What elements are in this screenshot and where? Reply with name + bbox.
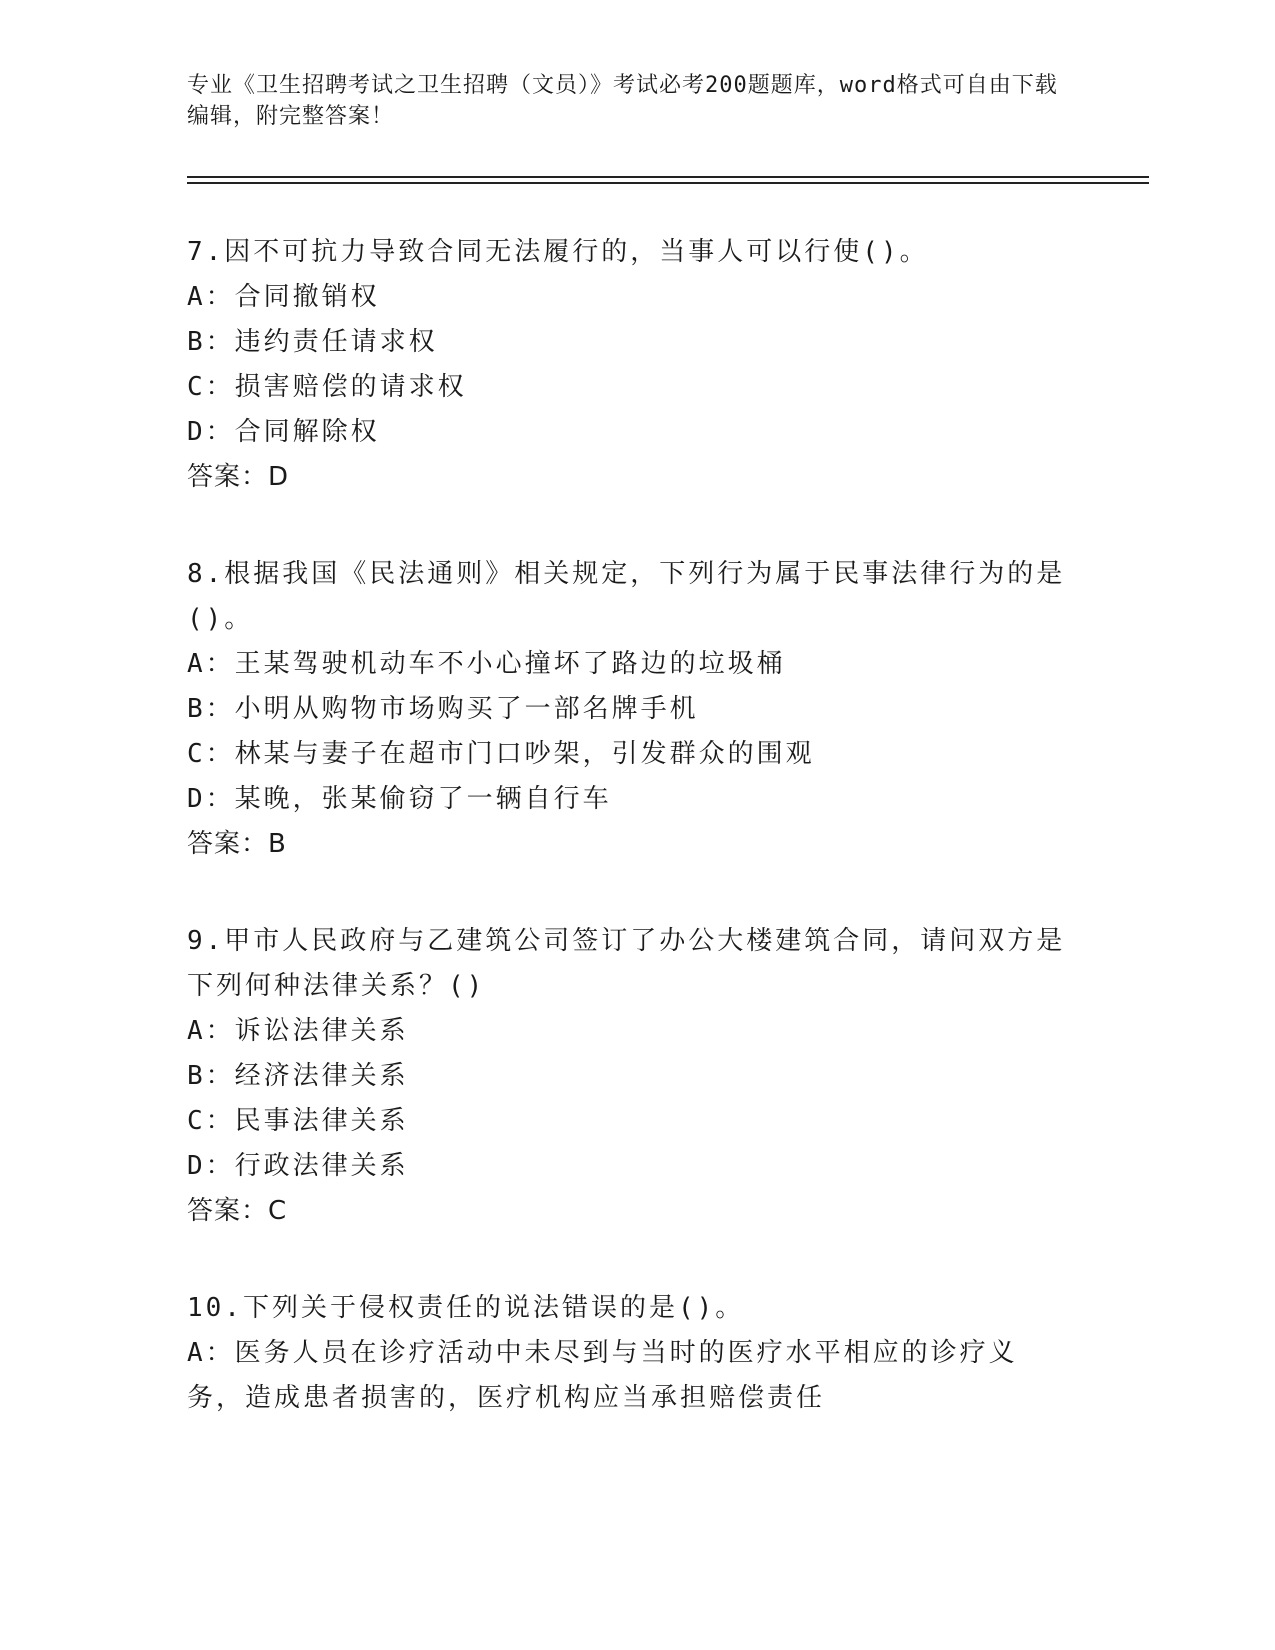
option-c: C：林某与妻子在超市门口吵架，引发群众的围观 [187, 739, 815, 769]
option-d: D：合同解除权 [187, 417, 380, 447]
header-divider-top [187, 176, 1149, 178]
option-d: D：某晚，张某偷窃了一辆自行车 [187, 784, 612, 814]
answer-line: 答案：C [187, 1196, 288, 1226]
document-header: 专业《卫生招聘考试之卫生招聘（文员）》考试必考200题题库，word格式可自由下载编辑，附完整答案！ [187, 73, 1058, 129]
question-item [187, 230, 1067, 500]
question-item [187, 919, 1067, 1234]
question-item [187, 552, 1067, 867]
option-a: A：医务人员在诊疗活动中未尽到与当时的医疗水平相应的诊疗义务，造成患者损害的，医疗机构应当承担赔偿责任 [187, 1338, 1018, 1413]
answer-line: 答案：D [187, 462, 290, 492]
question-item [187, 1286, 1067, 1421]
option-b: B：小明从购物市场购买了一部名牌手机 [187, 694, 699, 724]
option-c: C：民事法律关系 [187, 1106, 409, 1136]
option-b: B：违约责任请求权 [187, 327, 438, 357]
question-stem: 8.根据我国《民法通则》相关规定，下列行为属于民事法律行为的是()。 [187, 559, 1066, 634]
question-stem: 9.甲市人民政府与乙建筑公司签订了办公大楼建筑合同，请问双方是下列何种法律关系？() [187, 926, 1066, 1001]
question-list [187, 230, 1067, 1473]
question-stem: 10.下列关于侵权责任的说法错误的是()。 [187, 1293, 745, 1323]
option-a: A：合同撤销权 [187, 282, 380, 312]
option-a: A：诉讼法律关系 [187, 1016, 409, 1046]
header-divider-bottom [187, 182, 1149, 184]
option-d: D：行政法律关系 [187, 1151, 409, 1181]
option-c: C：损害赔偿的请求权 [187, 372, 467, 402]
option-b: B：经济法律关系 [187, 1061, 409, 1091]
option-a: A：王某驾驶机动车不小心撞坏了路边的垃圾桶 [187, 649, 786, 679]
answer-line: 答案：B [187, 829, 287, 859]
question-stem: 7.因不可抗力导致合同无法履行的，当事人可以行使()。 [187, 237, 929, 267]
